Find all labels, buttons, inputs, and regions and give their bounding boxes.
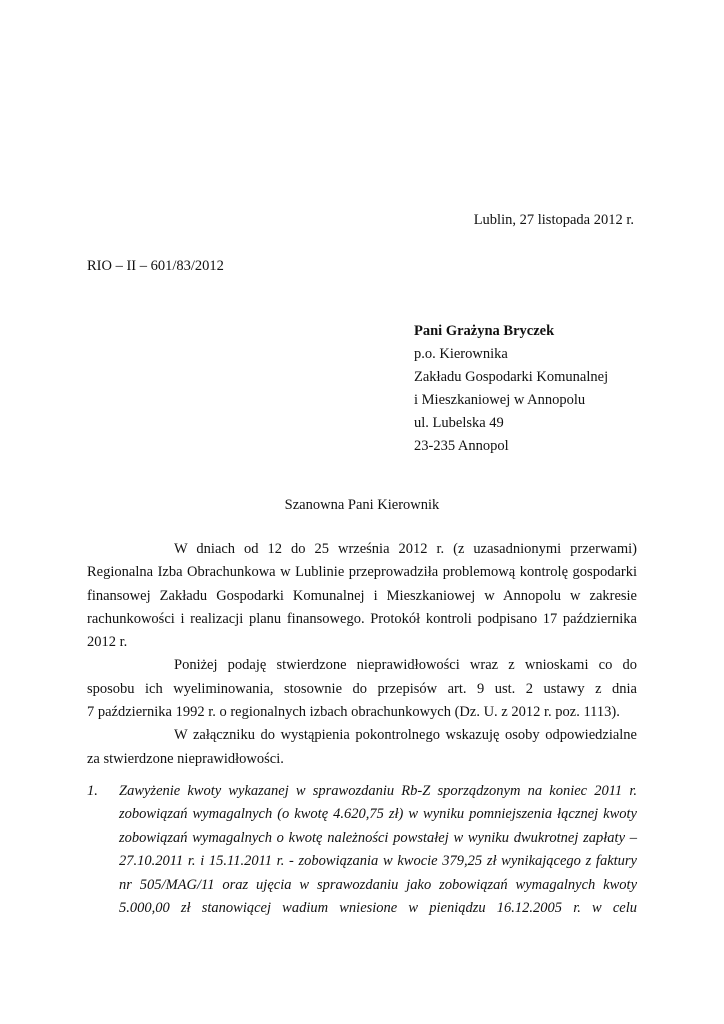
paragraph-line: W załączniku do wystąpienia pokontrolnego wskazuję osoby odpowiedzialne xyxy=(174,727,637,744)
recipient-line: Zakładu Gospodarki Komunalnej xyxy=(414,369,609,385)
recipient-line: ul. Lubelska 49 xyxy=(414,415,504,431)
recipient-line: 23-235 Annopol xyxy=(414,438,509,454)
finding-line: Zawyżenie kwoty wykazanej w sprawozdaniu Rb-Z sporządzonym na koniec 2011 r. xyxy=(119,783,637,799)
recipient-address xyxy=(414,320,608,458)
finding-line: zobowiązań wymagalnych o kwotę należności powstałej w wyniku dwukrotnej zapłaty – xyxy=(119,829,637,846)
recipient-line: i Mieszkaniowej w Annopolu xyxy=(414,392,586,408)
finding-line: nr 505/MAG/11 oraz ujęcia w sprawozdaniu jako zobowiązań wymagalnych kwoty xyxy=(119,876,637,893)
recipient-name: Pani Grażyna Bryczek xyxy=(414,323,555,339)
paragraph-line: finansowej Zakładu Gospodarki Komunalnej i Mieszkaniowej w Annopolu w zakresie xyxy=(87,587,637,604)
recipient-line: p.o. Kierownika xyxy=(414,346,508,362)
paragraph-line: Regionalna Izba Obrachunkowa w Lublinie przeprowadziła problemową kontrolę gospodarki xyxy=(87,564,637,581)
paragraph-line: 2012 r. xyxy=(87,634,128,651)
finding-number: 1. xyxy=(87,783,98,799)
finding-line: 27.10.2011 r. i 15.11.2011 r. - zobowiązania w kwocie 379,25 zł wynikającego z faktury xyxy=(119,853,637,870)
paragraph-line: za stwierdzone nieprawidłowości. xyxy=(87,750,284,767)
finding-item xyxy=(87,780,637,920)
letter-body xyxy=(87,538,637,771)
finding-line: 5.000,00 zł stanowiącej wadium wniesione w pieniądzu 16.12.2005 r. w celu xyxy=(119,900,637,917)
finding-line: zobowiązań wymagalnych (o kwotę 4.620,75 zł) w wyniku pomniejszenia łącznej kwoty xyxy=(119,806,637,823)
finding-text xyxy=(119,780,637,920)
reference-number: RIO – II – 601/83/2012 xyxy=(87,258,224,274)
paragraph-line: rachunkowości i realizacji planu finansowego. Protokół kontroli podpisano 17 października xyxy=(87,610,637,627)
salutation: Szanowna Pani Kierownik xyxy=(284,497,440,513)
letter-date: Lublin, 27 listopada 2012 r. xyxy=(473,212,634,228)
paragraph-line: sposobu ich wyeliminowania, stosownie do przepisów art. 9 ust. 2 ustawy z dnia xyxy=(87,680,637,697)
paragraph-line: 7 października 1992 r. o regionalnych izbach obrachunkowych (Dz. U. z 2012 r. poz. 1113). xyxy=(87,704,620,721)
paragraph-line: W dniach od 12 do 25 września 2012 r. (z uzasadnionymi przerwami) xyxy=(174,541,637,557)
paragraph-line: Poniżej podaję stwierdzone nieprawidłowości wraz z wnioskami co do xyxy=(174,657,637,674)
